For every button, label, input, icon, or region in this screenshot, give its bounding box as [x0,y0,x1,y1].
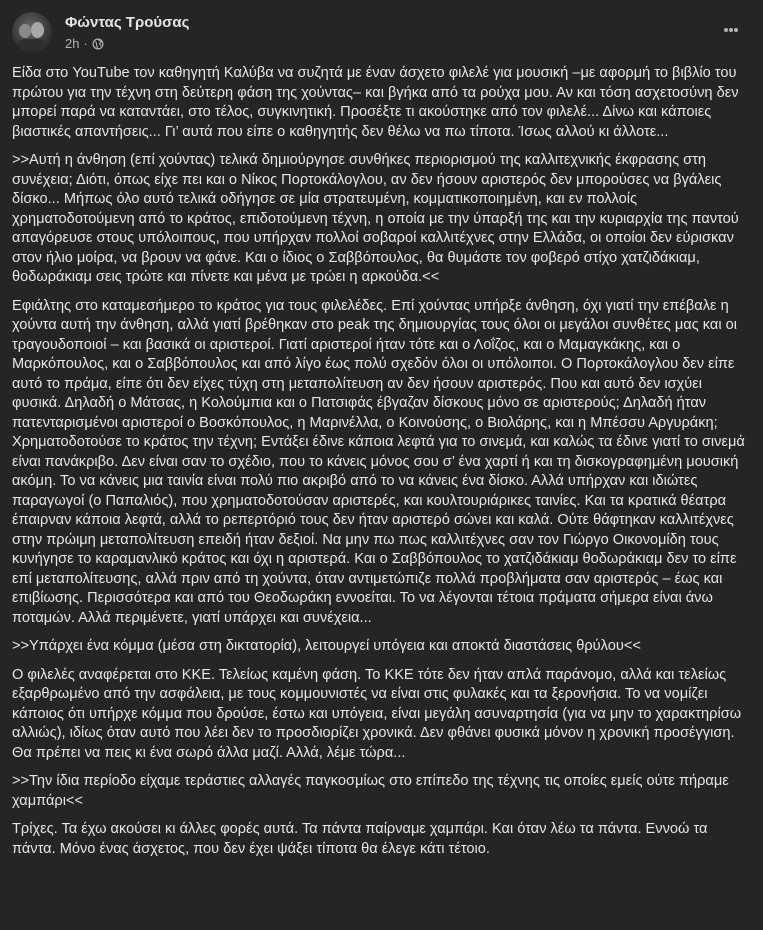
post-body [12,64,751,868]
globe-icon[interactable] [92,38,104,50]
post-paragraph: Εφιάλτης στο καταμεσήμερο το κράτος για τους φιλελέδες. Επί χούντας υπήρξε άνθηση, όχι γιατί την επέβαλε η χούντα αυτή την άνθηση, αλλά γιατί βρέθηκαν στο peak της δημιουργίας τους όλοι οι μεγάλοι συνθέτες μας και οι τραγουδοποιοί – και βασικά οι αριστεροί. Γιατί αριστεροί ήταν τότε και ο Λοΐζος, και ο Μαμαγκάκης, και ο Μαρκόπουλος, και ο Σαββόπουλος και από λίγο έως πολύ σχεδόν όλοι οι υπόλοιποι. Ο Πορτοκάλογλου δεν είπε αυτό το πράμα, είπε ότι δεν είχες τύχη στη μεταπολίτευση αν δεν ήσουν αριστερός. Που και αυτό δεν ισχύει φυσικά. Δηλαδή ο Μάτσας, η Κολούμπια και ο Πατσιφάς έβγαζαν δίσκους μόνο σε αριστερούς; Δηλαδή ήταν πατενταρισμένοι αριστεροί ο Βοσκόπουλος, η Μαρινέλλα, ο Κοινούσης, ο Βιολάρης, και η Μπέσσυ Αργυράκη; Χρηματοδοτούσε το κράτος την τέχνη; Εντάξει έδινε κάποια λεφτά για το σινεμά, και καλώς τα έδινε γιατί το σινεμά είναι πανάκριβο. Δεν είναι σαν το σχέδιο, που το κάνεις μόνος σου σ’ ένα χαρτί ή και τη δισκογραφημένη μουσική ακόμη. Το να κάνεις μια ταινία είναι πολύ πιο ακριβό από το να κάνεις ένα δίσκο. Αλλά υπήρχαν και ιδιώτες παραγωγοί (ο Παπαλιός), που χρηματοδοτούσαν αριστερές, και κουλτουριάρικες ταινίες. Και τα κρατικά θέατρα έπαιρναν κάποια λεφτά, αλλά το ρεπερτόριό τους δεν ήταν αριστερό σώνει και καλά. Ούτε θάφτηκαν καλλιτέχνες στην πρώιμη μεταπολίτευση επειδή ήταν δεξιοί. Να μην πω πως καλλιτέχνες σαν τον Γιώργο Οικονομίδη τους κυνήγησε το καραμανλικό κράτος και όχι η αριστερά. Και ο Σαββόπουλος το χατζιδάκιαμ θοδωράκιαμ δεν το είπε επί μεταπολίτευσης, αλλά πριν από τη χούντα, όταν αντιμετώπιζε πολλά προβλήματα σαν αριστερός – έως και επιβίωσης. Περισσότερα και από του Θεοδωράκη εννοείται. Το να λέγονται τέτοια πράματα σήμερα είναι άνω ποταμών. Αλλά περιμένετε, γιατί υπάρχει και συνέχεια... [12,297,745,626]
avatar-figure-left [19,24,31,38]
post-header [12,12,751,56]
post-quote: >>Την ίδια περίοδο είχαμε τεράστιες αλλαγές παγκοσμίως στο επίπεδο της τέχνης τις οποίες εμείς ούτε πήραμε χαμπάρι<< [12,773,729,809]
more-options-icon[interactable] [715,16,747,44]
avatar-shoulders [16,39,48,52]
post-quote: >>Αυτή η άνθηση (επί χούντας) τελικά δημιούργησε συνθήκες περιορισμού της καλλιτεχνικής έκφρασης στη συνέχεια; Διότι, όπως είχε πει και ο Νίκος Πορτοκάλογλου, αν δεν ήσουν αριστερός δεν μπορούσες να βγάλεις δίσκο... Μήπως όλο αυτό τελικά οδήγησε σε μία στρατευμένη, κομματικοποιημένη, και εν πολλοίς χρηματοδοτούμενη από το κράτος, επιδοτούμενη τέχνη, η οποία με την ύπαρξή της και την κυριαρχία της παντού απαγόρευσε στους υπόλοιπους, που υπήρχαν πολλοί σοβαροί καλλιτέχνες στην Ελλάδα, οι οποίοι δεν εύρισκαν στον ήλιο μοίρα, να βρουν να φάνε. Και ο ίδιος ο Σαββόπουλος, θα θυμάστε τον φοβερό στίχο χατζιδάκιαμ, θοδωράκιαμ σεις τρώτε και πίνετε και μένα με τρώει η αρκούδα.<< [12,152,739,285]
author-name[interactable]: Φώντας Τρούσας [65,14,190,31]
post-paragraph: Είδα στο YouTube τον καθηγητή Καλύβα να συζητά με έναν άσχετο φιλελέ για μουσική –με αφορμή το βιβλίο του πρώτου για την τέχνη στη δεύτερη φάση της χούντας– και βγήκα από τα ρούχα μου. Αν και τόση ασχετοσύνη δεν μπορεί παρά να καταντάει, στο τέλος, συγκινητική. Προσέξτε τι ακούστηκε από τον φιλελέ... Δίνω και κάποιες βιαστικές απαντήσεις... Γι’ αυτά που είπε ο καθηγητής δεν θέλω να πω τίποτα. Ίσως αλλού κι άλλοτε... [12,65,739,140]
post-timestamp[interactable]: 2h [65,36,80,51]
post-paragraph: Ο φιλελές αναφέρεται στο ΚΚΕ. Τελείως καμένη φάση. Το ΚΚΕ τότε δεν ήταν απλά παράνομο, αλλά και τελείως εξαρθρωμένο από την ασφάλεια, με τους κομμουνιστές να είναι στις φυλακές και τα ξερονήσια. Το να νομίζει κάποιος ότι υπήρχε κόμμα που δρούσε, έστω και υπόγεια, είναι μεγάλη ασυναρτησία (για να μην το χαρακτηρίσω αλλιώς), ιδίως όταν αυτό που λέει δεν το προσδιορίζει χρονικά. Δεν φθάνει φυσικά μόνον η χρονική προσέγγιση. Θα πρέπει να πεις κι ένα σωρό άλλα μαζί. Αλλά, λέμε τώρα... [12,666,742,761]
post-paragraph: Τρίχες. Τα έχω ακούσει κι άλλες φορές αυτά. Τα πάντα παίρναμε χαμπάρι. Και όταν λέω τα πάντα. Εννοώ τα πάντα. Μόνο ένας άσχετος, που δεν έχει ψάξει τίποτα θα έλεγε κάτι τέτοιο. [12,821,708,857]
meta-separator: · [83,36,88,51]
avatar[interactable] [12,12,52,52]
post-meta [65,36,104,51]
avatar-figure-right [31,22,44,38]
post-quote: >>Υπάρχει ένα κόμμα (μέσα στη δικτατορία), λειτουργεί υπόγεια και αποκτά διαστάσεις θρύλου<< [12,638,641,654]
